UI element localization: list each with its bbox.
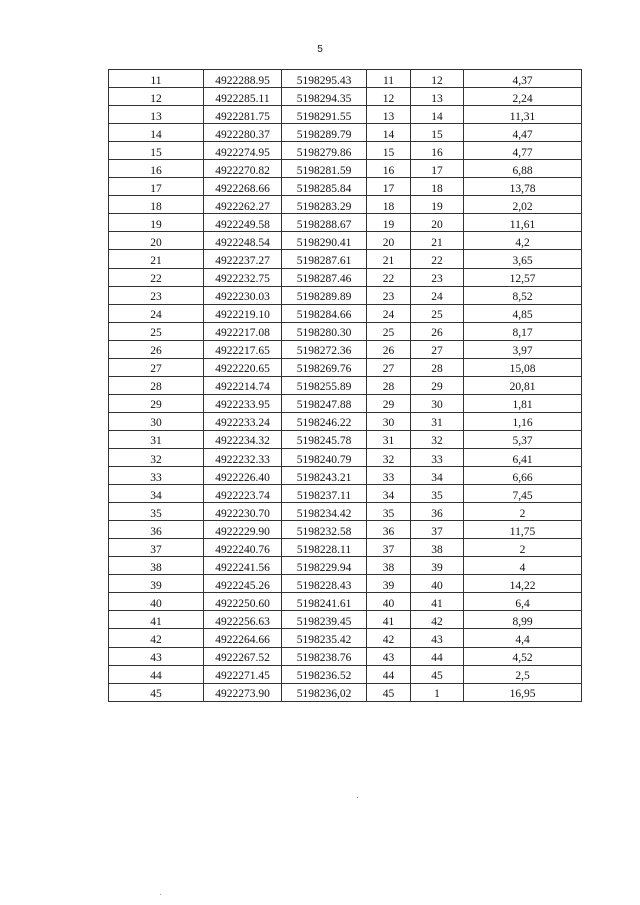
segment-to-cell: 38	[411, 539, 464, 557]
segment-to-cell: 19	[411, 196, 464, 214]
y-coordinate-cell: 5198290.41	[282, 232, 367, 250]
table-row	[109, 376, 582, 394]
x-coordinate-cell: 4922223.74	[204, 485, 282, 503]
table-row	[109, 88, 582, 106]
segment-to-cell: 28	[411, 358, 464, 376]
segment-length-cell: 1,16	[464, 412, 582, 430]
segment-to-cell: 29	[411, 376, 464, 394]
segment-length-cell: 4,52	[464, 647, 582, 665]
table-row	[109, 286, 582, 304]
table-row	[109, 430, 582, 448]
segment-from-cell: 12	[367, 88, 411, 106]
y-coordinate-cell: 5198255.89	[282, 376, 367, 394]
x-coordinate-cell: 4922288.95	[204, 70, 282, 88]
coordinates-table	[108, 69, 582, 702]
point-number-cell: 21	[109, 250, 204, 268]
x-coordinate-cell: 4922240.76	[204, 539, 282, 557]
y-coordinate-cell: 5198280.30	[282, 322, 367, 340]
segment-length-cell: 8,99	[464, 611, 582, 629]
segment-from-cell: 24	[367, 304, 411, 322]
segment-length-cell: 6,4	[464, 593, 582, 611]
x-coordinate-cell: 4922237.27	[204, 250, 282, 268]
segment-to-cell: 30	[411, 394, 464, 412]
segment-length-cell: 16,95	[464, 683, 582, 701]
segment-length-cell: 6,41	[464, 448, 582, 466]
point-number-cell: 26	[109, 340, 204, 358]
y-coordinate-cell: 5198229.94	[282, 557, 367, 575]
segment-length-cell: 3,65	[464, 250, 582, 268]
y-coordinate-cell: 5198247.88	[282, 394, 367, 412]
y-coordinate-cell: 5198289.79	[282, 124, 367, 142]
segment-to-cell: 14	[411, 106, 464, 124]
point-number-cell: 39	[109, 575, 204, 593]
point-number-cell: 14	[109, 124, 204, 142]
segment-length-cell: 2	[464, 503, 582, 521]
segment-from-cell: 26	[367, 340, 411, 358]
segment-to-cell: 36	[411, 503, 464, 521]
table-row	[109, 611, 582, 629]
segment-from-cell: 38	[367, 557, 411, 575]
x-coordinate-cell: 4922233.24	[204, 412, 282, 430]
table-row	[109, 448, 582, 466]
point-number-cell: 28	[109, 376, 204, 394]
segment-length-cell: 15,08	[464, 358, 582, 376]
point-number-cell: 15	[109, 142, 204, 160]
y-coordinate-cell: 5198281.59	[282, 160, 367, 178]
table-row	[109, 665, 582, 683]
segment-to-cell: 27	[411, 340, 464, 358]
segment-from-cell: 18	[367, 196, 411, 214]
table-row	[109, 394, 582, 412]
point-number-cell: 25	[109, 322, 204, 340]
segment-from-cell: 45	[367, 683, 411, 701]
point-number-cell: 31	[109, 430, 204, 448]
table-row	[109, 70, 582, 88]
segment-to-cell: 26	[411, 322, 464, 340]
y-coordinate-cell: 5198272.36	[282, 340, 367, 358]
y-coordinate-cell: 5198288.67	[282, 214, 367, 232]
table-row	[109, 106, 582, 124]
x-coordinate-cell: 4922248.54	[204, 232, 282, 250]
segment-to-cell: 32	[411, 430, 464, 448]
x-coordinate-cell: 4922232.75	[204, 268, 282, 286]
segment-length-cell: 4,85	[464, 304, 582, 322]
x-coordinate-cell: 4922256.63	[204, 611, 282, 629]
point-number-cell: 27	[109, 358, 204, 376]
segment-to-cell: 13	[411, 88, 464, 106]
segment-to-cell: 42	[411, 611, 464, 629]
point-number-cell: 45	[109, 683, 204, 701]
point-number-cell: 34	[109, 485, 204, 503]
segment-to-cell: 23	[411, 268, 464, 286]
segment-from-cell: 22	[367, 268, 411, 286]
segment-length-cell: 12,57	[464, 268, 582, 286]
segment-from-cell: 36	[367, 521, 411, 539]
point-number-cell: 44	[109, 665, 204, 683]
segment-length-cell: 4,4	[464, 629, 582, 647]
x-coordinate-cell: 4922217.65	[204, 340, 282, 358]
x-coordinate-cell: 4922241.56	[204, 557, 282, 575]
segment-from-cell: 19	[367, 214, 411, 232]
y-coordinate-cell: 5198236,02	[282, 683, 367, 701]
point-number-cell: 23	[109, 286, 204, 304]
x-coordinate-cell: 4922273.90	[204, 683, 282, 701]
segment-length-cell: 3,97	[464, 340, 582, 358]
table-row	[109, 629, 582, 647]
segment-from-cell: 25	[367, 322, 411, 340]
segment-length-cell: 4,37	[464, 70, 582, 88]
x-coordinate-cell: 4922267.52	[204, 647, 282, 665]
point-number-cell: 18	[109, 196, 204, 214]
segment-length-cell: 2	[464, 539, 582, 557]
segment-length-cell: 8,17	[464, 322, 582, 340]
point-number-cell: 32	[109, 448, 204, 466]
segment-length-cell: 2,5	[464, 665, 582, 683]
x-coordinate-cell: 4922285.11	[204, 88, 282, 106]
point-number-cell: 29	[109, 394, 204, 412]
segment-to-cell: 21	[411, 232, 464, 250]
table-row	[109, 412, 582, 430]
segment-length-cell: 14,22	[464, 575, 582, 593]
segment-length-cell: 6,66	[464, 467, 582, 485]
y-coordinate-cell: 5198228.11	[282, 539, 367, 557]
segment-length-cell: 5,37	[464, 430, 582, 448]
y-coordinate-cell: 5198284.66	[282, 304, 367, 322]
y-coordinate-cell: 5198234.42	[282, 503, 367, 521]
segment-length-cell: 2,02	[464, 196, 582, 214]
y-coordinate-cell: 5198240.79	[282, 448, 367, 466]
point-number-cell: 37	[109, 539, 204, 557]
segment-to-cell: 12	[411, 70, 464, 88]
table-row	[109, 539, 582, 557]
x-coordinate-cell: 4922214.74	[204, 376, 282, 394]
table-row	[109, 124, 582, 142]
segment-from-cell: 43	[367, 647, 411, 665]
table-row	[109, 521, 582, 539]
segment-from-cell: 21	[367, 250, 411, 268]
x-coordinate-cell: 4922280.37	[204, 124, 282, 142]
point-number-cell: 41	[109, 611, 204, 629]
y-coordinate-cell: 5198295.43	[282, 70, 367, 88]
segment-to-cell: 15	[411, 124, 464, 142]
table-row	[109, 304, 582, 322]
segment-to-cell: 22	[411, 250, 464, 268]
y-coordinate-cell: 5198228.43	[282, 575, 367, 593]
segment-to-cell: 34	[411, 467, 464, 485]
point-number-cell: 35	[109, 503, 204, 521]
scan-speck	[160, 894, 161, 895]
point-number-cell: 24	[109, 304, 204, 322]
y-coordinate-cell: 5198285.84	[282, 178, 367, 196]
y-coordinate-cell: 5198291.55	[282, 106, 367, 124]
point-number-cell: 17	[109, 178, 204, 196]
table-row	[109, 214, 582, 232]
segment-to-cell: 41	[411, 593, 464, 611]
point-number-cell: 11	[109, 70, 204, 88]
segment-to-cell: 17	[411, 160, 464, 178]
segment-to-cell: 43	[411, 629, 464, 647]
segment-from-cell: 17	[367, 178, 411, 196]
segment-from-cell: 44	[367, 665, 411, 683]
segment-from-cell: 11	[367, 70, 411, 88]
segment-to-cell: 40	[411, 575, 464, 593]
y-coordinate-cell: 5198235.42	[282, 629, 367, 647]
x-coordinate-cell: 4922230.03	[204, 286, 282, 304]
table-row	[109, 268, 582, 286]
segment-to-cell: 1	[411, 683, 464, 701]
table-row	[109, 178, 582, 196]
x-coordinate-cell: 4922220.65	[204, 358, 282, 376]
segment-to-cell: 31	[411, 412, 464, 430]
segment-length-cell: 11,75	[464, 521, 582, 539]
segment-to-cell: 16	[411, 142, 464, 160]
segment-from-cell: 34	[367, 485, 411, 503]
segment-from-cell: 39	[367, 575, 411, 593]
x-coordinate-cell: 4922245.26	[204, 575, 282, 593]
point-number-cell: 20	[109, 232, 204, 250]
table-row	[109, 683, 582, 701]
segment-to-cell: 20	[411, 214, 464, 232]
segment-from-cell: 29	[367, 394, 411, 412]
segment-from-cell: 32	[367, 448, 411, 466]
segment-from-cell: 30	[367, 412, 411, 430]
y-coordinate-cell: 5198294.35	[282, 88, 367, 106]
y-coordinate-cell: 5198283.29	[282, 196, 367, 214]
x-coordinate-cell: 4922264.66	[204, 629, 282, 647]
segment-from-cell: 31	[367, 430, 411, 448]
segment-length-cell: 6,88	[464, 160, 582, 178]
table-row	[109, 503, 582, 521]
y-coordinate-cell: 5198269.76	[282, 358, 367, 376]
segment-length-cell: 4,47	[464, 124, 582, 142]
x-coordinate-cell: 4922250.60	[204, 593, 282, 611]
x-coordinate-cell: 4922262.27	[204, 196, 282, 214]
segment-from-cell: 20	[367, 232, 411, 250]
table-row	[109, 593, 582, 611]
x-coordinate-cell: 4922230.70	[204, 503, 282, 521]
y-coordinate-cell: 5198246.22	[282, 412, 367, 430]
segment-from-cell: 35	[367, 503, 411, 521]
segment-to-cell: 24	[411, 286, 464, 304]
y-coordinate-cell: 5198241.61	[282, 593, 367, 611]
y-coordinate-cell: 5198245.78	[282, 430, 367, 448]
y-coordinate-cell: 5198287.46	[282, 268, 367, 286]
point-number-cell: 30	[109, 412, 204, 430]
segment-length-cell: 4,2	[464, 232, 582, 250]
y-coordinate-cell: 5198239.45	[282, 611, 367, 629]
segment-to-cell: 39	[411, 557, 464, 575]
table-row	[109, 647, 582, 665]
x-coordinate-cell: 4922249.58	[204, 214, 282, 232]
point-number-cell: 12	[109, 88, 204, 106]
segment-length-cell: 20,81	[464, 376, 582, 394]
segment-length-cell: 2,24	[464, 88, 582, 106]
segment-from-cell: 15	[367, 142, 411, 160]
x-coordinate-cell: 4922270.82	[204, 160, 282, 178]
table-row	[109, 232, 582, 250]
y-coordinate-cell: 5198287.61	[282, 250, 367, 268]
table-row	[109, 322, 582, 340]
segment-length-cell: 7,45	[464, 485, 582, 503]
x-coordinate-cell: 4922274.95	[204, 142, 282, 160]
point-number-cell: 33	[109, 467, 204, 485]
x-coordinate-cell: 4922232.33	[204, 448, 282, 466]
segment-to-cell: 25	[411, 304, 464, 322]
x-coordinate-cell: 4922271.45	[204, 665, 282, 683]
segment-length-cell: 8,52	[464, 286, 582, 304]
segment-length-cell: 4,77	[464, 142, 582, 160]
segment-to-cell: 35	[411, 485, 464, 503]
segment-to-cell: 33	[411, 448, 464, 466]
page-number: 5	[317, 44, 323, 55]
scan-speck	[357, 797, 358, 798]
table-row	[109, 358, 582, 376]
point-number-cell: 16	[109, 160, 204, 178]
segment-from-cell: 13	[367, 106, 411, 124]
segment-length-cell: 4	[464, 557, 582, 575]
segment-from-cell: 40	[367, 593, 411, 611]
table-row	[109, 485, 582, 503]
segment-from-cell: 41	[367, 611, 411, 629]
x-coordinate-cell: 4922226.40	[204, 467, 282, 485]
coordinates-table-body	[109, 70, 582, 702]
y-coordinate-cell: 5198236.52	[282, 665, 367, 683]
point-number-cell: 22	[109, 268, 204, 286]
table-row	[109, 467, 582, 485]
y-coordinate-cell: 5198289.89	[282, 286, 367, 304]
segment-from-cell: 16	[367, 160, 411, 178]
point-number-cell: 40	[109, 593, 204, 611]
x-coordinate-cell: 4922268.66	[204, 178, 282, 196]
segment-to-cell: 37	[411, 521, 464, 539]
segment-length-cell: 1,81	[464, 394, 582, 412]
x-coordinate-cell: 4922217.08	[204, 322, 282, 340]
x-coordinate-cell: 4922233.95	[204, 394, 282, 412]
table-row	[109, 557, 582, 575]
segment-to-cell: 45	[411, 665, 464, 683]
segment-length-cell: 11,31	[464, 106, 582, 124]
segment-length-cell: 13,78	[464, 178, 582, 196]
segment-from-cell: 42	[367, 629, 411, 647]
segment-from-cell: 28	[367, 376, 411, 394]
table-row	[109, 250, 582, 268]
point-number-cell: 38	[109, 557, 204, 575]
segment-to-cell: 44	[411, 647, 464, 665]
segment-from-cell: 33	[367, 467, 411, 485]
x-coordinate-cell: 4922219.10	[204, 304, 282, 322]
segment-from-cell: 14	[367, 124, 411, 142]
x-coordinate-cell: 4922229.90	[204, 521, 282, 539]
segment-to-cell: 18	[411, 178, 464, 196]
segment-from-cell: 23	[367, 286, 411, 304]
point-number-cell: 42	[109, 629, 204, 647]
table-row	[109, 340, 582, 358]
table-row	[109, 142, 582, 160]
point-number-cell: 19	[109, 214, 204, 232]
point-number-cell: 36	[109, 521, 204, 539]
x-coordinate-cell: 4922234.32	[204, 430, 282, 448]
x-coordinate-cell: 4922281.75	[204, 106, 282, 124]
point-number-cell: 13	[109, 106, 204, 124]
y-coordinate-cell: 5198243.21	[282, 467, 367, 485]
point-number-cell: 43	[109, 647, 204, 665]
table-row	[109, 196, 582, 214]
y-coordinate-cell: 5198238.76	[282, 647, 367, 665]
table-row	[109, 575, 582, 593]
segment-length-cell: 11,61	[464, 214, 582, 232]
segment-from-cell: 37	[367, 539, 411, 557]
table-row	[109, 160, 582, 178]
y-coordinate-cell: 5198232.58	[282, 521, 367, 539]
segment-from-cell: 27	[367, 358, 411, 376]
y-coordinate-cell: 5198279.86	[282, 142, 367, 160]
y-coordinate-cell: 5198237.11	[282, 485, 367, 503]
